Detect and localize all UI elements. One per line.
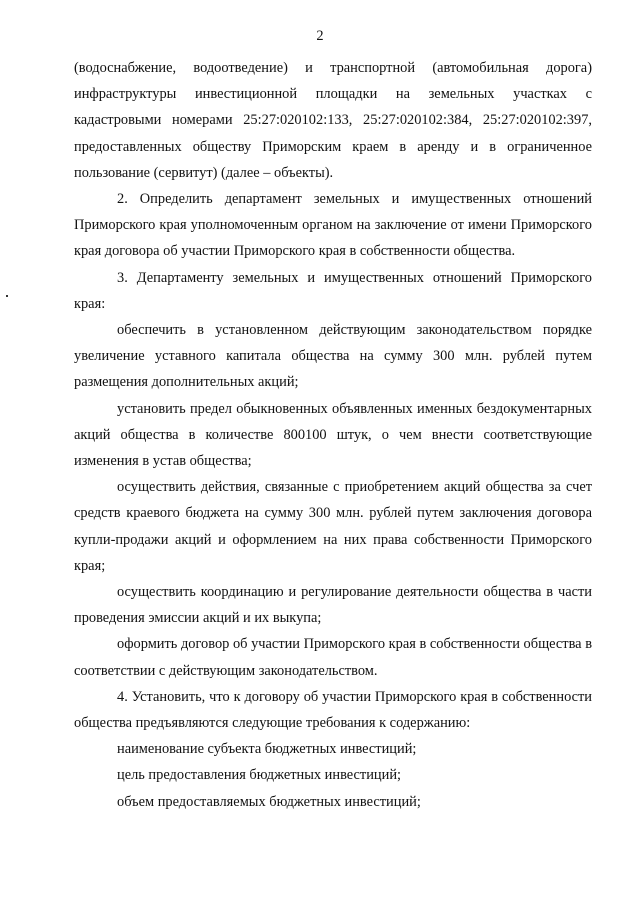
paragraph-subitem: цель предоставления бюджетных инвестиций;: [117, 767, 402, 784]
paragraph-subitem: оформить договор об участии Приморского края в собственности общества в соответствии с действующим законодательством.: [74, 636, 592, 679]
paragraph-subitem: установить предел обыкновенных объявленных именных бездокументарных акций общества в количестве 800100 штук, о чем внести соответствующие изменения в устав общества;: [74, 400, 592, 470]
margin-dot: [6, 295, 8, 297]
paragraph-item-2: 2. Определить департамент земельных и имущественных отношений Приморского края уполномоченным органом на заключение от имени Приморского края договора об участии Приморского края в собственности общества.: [74, 191, 592, 260]
document-body: [74, 55, 592, 815]
page-number: 2: [316, 28, 324, 44]
paragraph-continuation: (водоснабжение, водоотведение) и транспортной (автомобильная дорога) инфраструктуры инвестиционной площадки на земельных участках с кадастровыми номерами 25:27:020102:133, 25:27:020102:384, 25:27:020102:397, предоставленных обществу Приморским краем в аренду и в ограниченное пользование (сервитут) (далее – объекты).: [74, 60, 592, 181]
paragraph-subitem: объем предоставляемых бюджетных инвестиций;: [117, 793, 421, 810]
paragraph-subitem: осуществить координацию и регулирование деятельности общества в части проведения эмиссии акций и их выкупа;: [74, 584, 592, 627]
paragraph-item-4: 4. Установить, что к договору об участии Приморского края в собственности общества предъявляются следующие требования к содержанию:: [74, 688, 592, 732]
paragraph-subitem: обеспечить в установленном действующим законодательством порядке увеличение уставного капитала общества на сумму 300 млн. рублей путем размещения дополнительных акций;: [74, 322, 592, 391]
paragraph-subitem: осуществить действия, связанные с приобретением акций общества за счет средств краевого бюджета на сумму 300 млн. рублей путем заключения договора купли-продажи акций и оформлением на них права собственности Приморского края;: [74, 479, 592, 574]
paragraph-subitem: наименование субъекта бюджетных инвестиций;: [117, 741, 417, 758]
paragraph-item-3: 3. Департаменту земельных и имущественных отношений Приморского края:: [74, 269, 592, 312]
